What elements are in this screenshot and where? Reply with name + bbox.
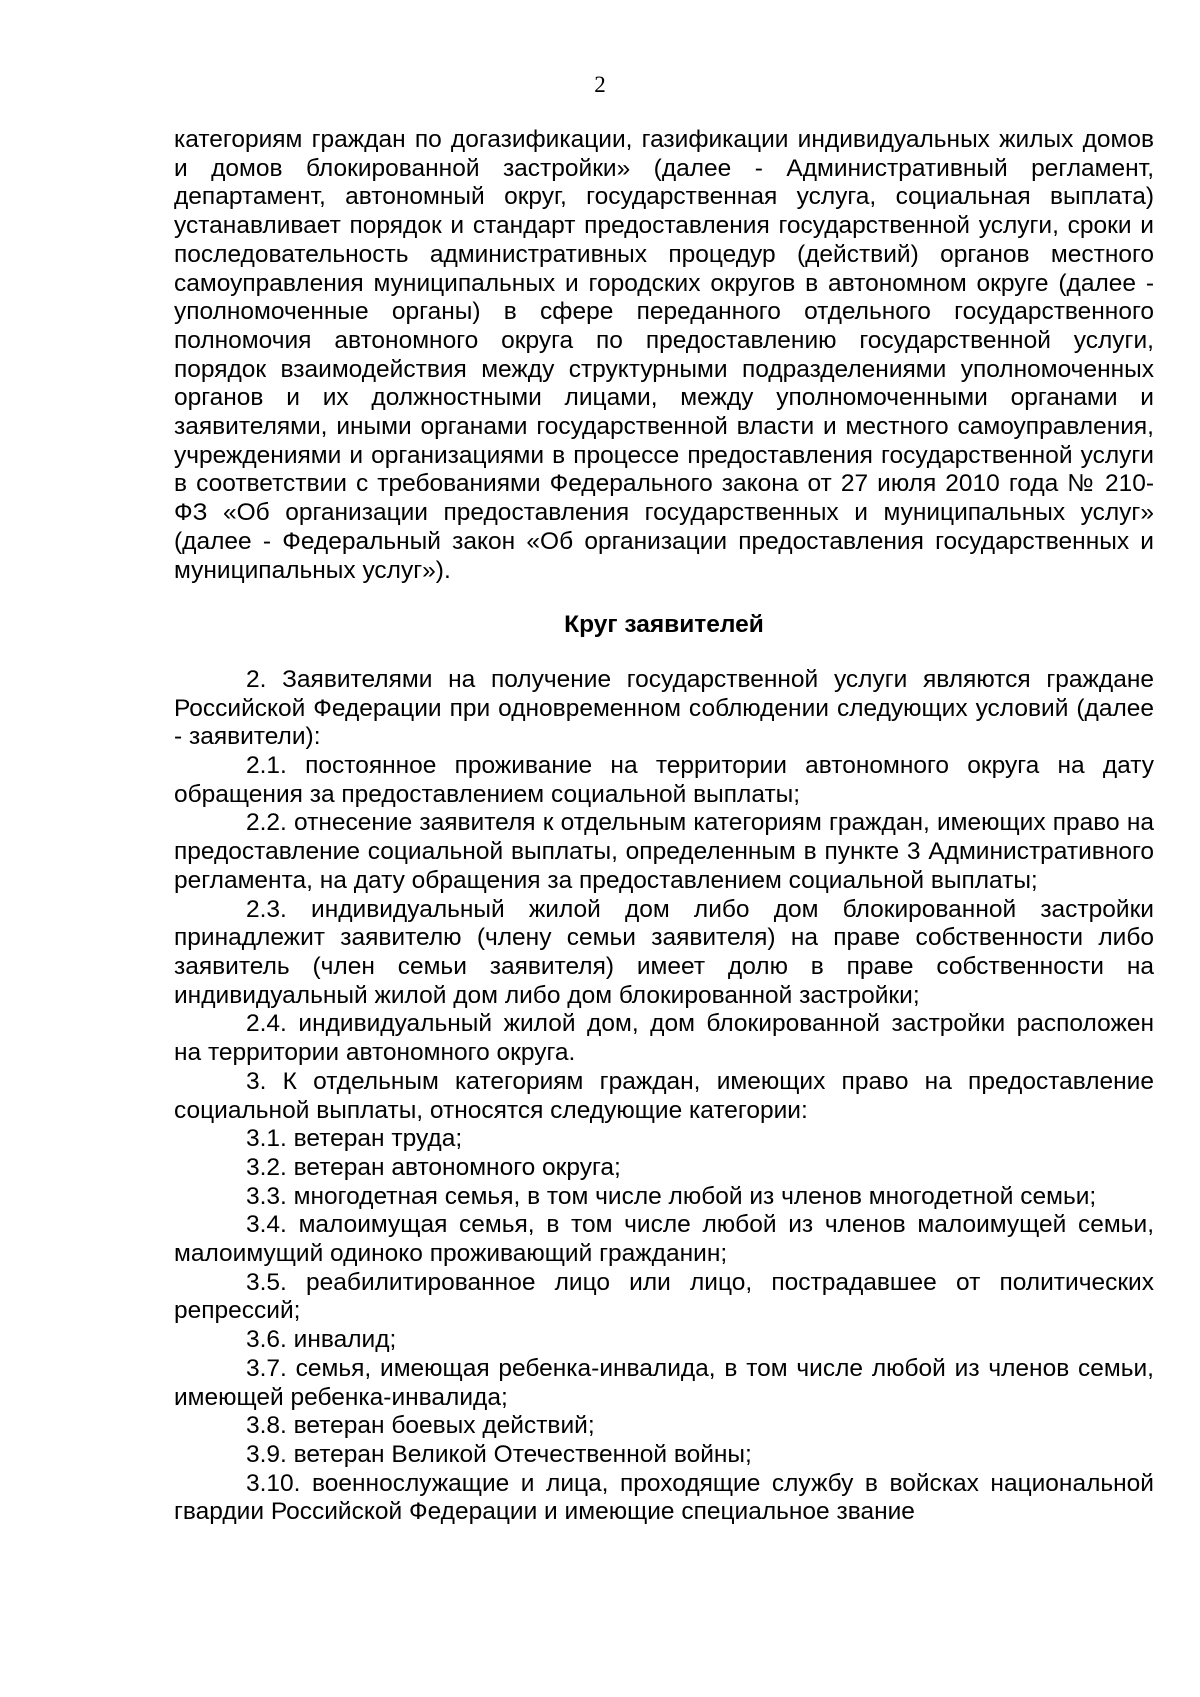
paragraph-3-2: 3.2. ветеран автономного округа; bbox=[246, 1153, 621, 1181]
document-body bbox=[174, 126, 1154, 1527]
paragraph-3-1: 3.1. ветеран труда; bbox=[246, 1125, 463, 1153]
paragraph-3-5: 3.5. реабилитированное лицо или лицо, пострадавшее от политических репрессий; bbox=[174, 1268, 1154, 1325]
intro-paragraph: категориям граждан по догазификации, газификации индивидуальных жилых домов и домов блокированной застройки» (далее - Административный регламент, департамент, автономный округ, государственная услуга, социальная выплата) устанавливает порядок и стандарт предоставления государственной услуги, сроки и последовательность административных процедур (действий) органов местного самоуправления муниципальных и городских округов в автономном округе (далее - уполномоченные органы) в сфере переданного отдельного государственного полномочия автономного округа по предоставлению государственной услуги, порядок взаимодействия между структурными подразделениями уполномоченных органов и их должностными лицами, между уполномоченными органами и заявителями, иными органами государственной власти и местного самоуправления, учреждениями и организациями в процессе предоставления государственной услуги в соответствии с требованиями Федерального закона от 27 июля 2010 года № 210-ФЗ «Об организации предоставления государственных и муниципальных услуг» (далее - Федеральный закон «Об организации предоставления государственных и муниципальных услуг»). bbox=[174, 126, 1154, 584]
paragraph-3-10: 3.10. военнослужащие и лица, проходящие службу в войсках национальной гвардии Российской Федерации и имеющие специальное звание bbox=[174, 1469, 1154, 1526]
page-number: 2 bbox=[594, 72, 606, 97]
paragraph-3: 3. К отдельным категориям граждан, имеющих право на предоставление социальной выплаты, относятся следующие категории: bbox=[174, 1067, 1154, 1124]
paragraph-2-2: 2.2. отнесение заявителя к отдельным категориям граждан, имеющих право на предоставление социальной выплаты, определенным в пункте 3 Административного регламента, на дату обращения за предоставлением социальной выплаты; bbox=[174, 809, 1154, 894]
paragraph-2-1: 2.1. постоянное проживание на территории автономного округа на дату обращения за предоставлением социальной выплаты; bbox=[174, 752, 1154, 808]
paragraph-3-4: 3.4. малоимущая семья, в том числе любой из членов малоимущей семьи, малоимущий одиноко проживающий гражданин; bbox=[174, 1211, 1154, 1268]
paragraph-2: 2. Заявителями на получение государственной услуги являются граждане Российской Федерации при одновременном соблюдении следующих условий (далее - заявители): bbox=[174, 665, 1154, 751]
section-heading: Круг заявителей bbox=[564, 611, 764, 639]
paragraph-2-3: 2.3. индивидуальный жилой дом либо дом блокированной застройки принадлежит заявителю (члену семьи заявителя) на праве собственности либо заявитель (член семьи заявителя) имеет долю в праве собственности на индивидуальный жилой дом либо дом блокированной застройки; bbox=[174, 895, 1154, 1009]
paragraph-3-9: 3.9. ветеран Великой Отечественной войны; bbox=[246, 1440, 752, 1468]
paragraph-3-7: 3.7. семья, имеющая ребенка-инвалида, в том числе любой из членов семьи, имеющей ребенка-инвалида; bbox=[174, 1354, 1154, 1411]
paragraph-3-8: 3.8. ветеран боевых действий; bbox=[246, 1412, 595, 1440]
paragraph-3-3: 3.3. многодетная семья, в том числе любой из членов многодетной семьи; bbox=[246, 1182, 1097, 1210]
paragraph-3-6: 3.6. инвалид; bbox=[246, 1326, 397, 1354]
paragraph-2-4: 2.4. индивидуальный жилой дом, дом блокированной застройки расположен на территории автономного округа. bbox=[174, 1010, 1154, 1067]
